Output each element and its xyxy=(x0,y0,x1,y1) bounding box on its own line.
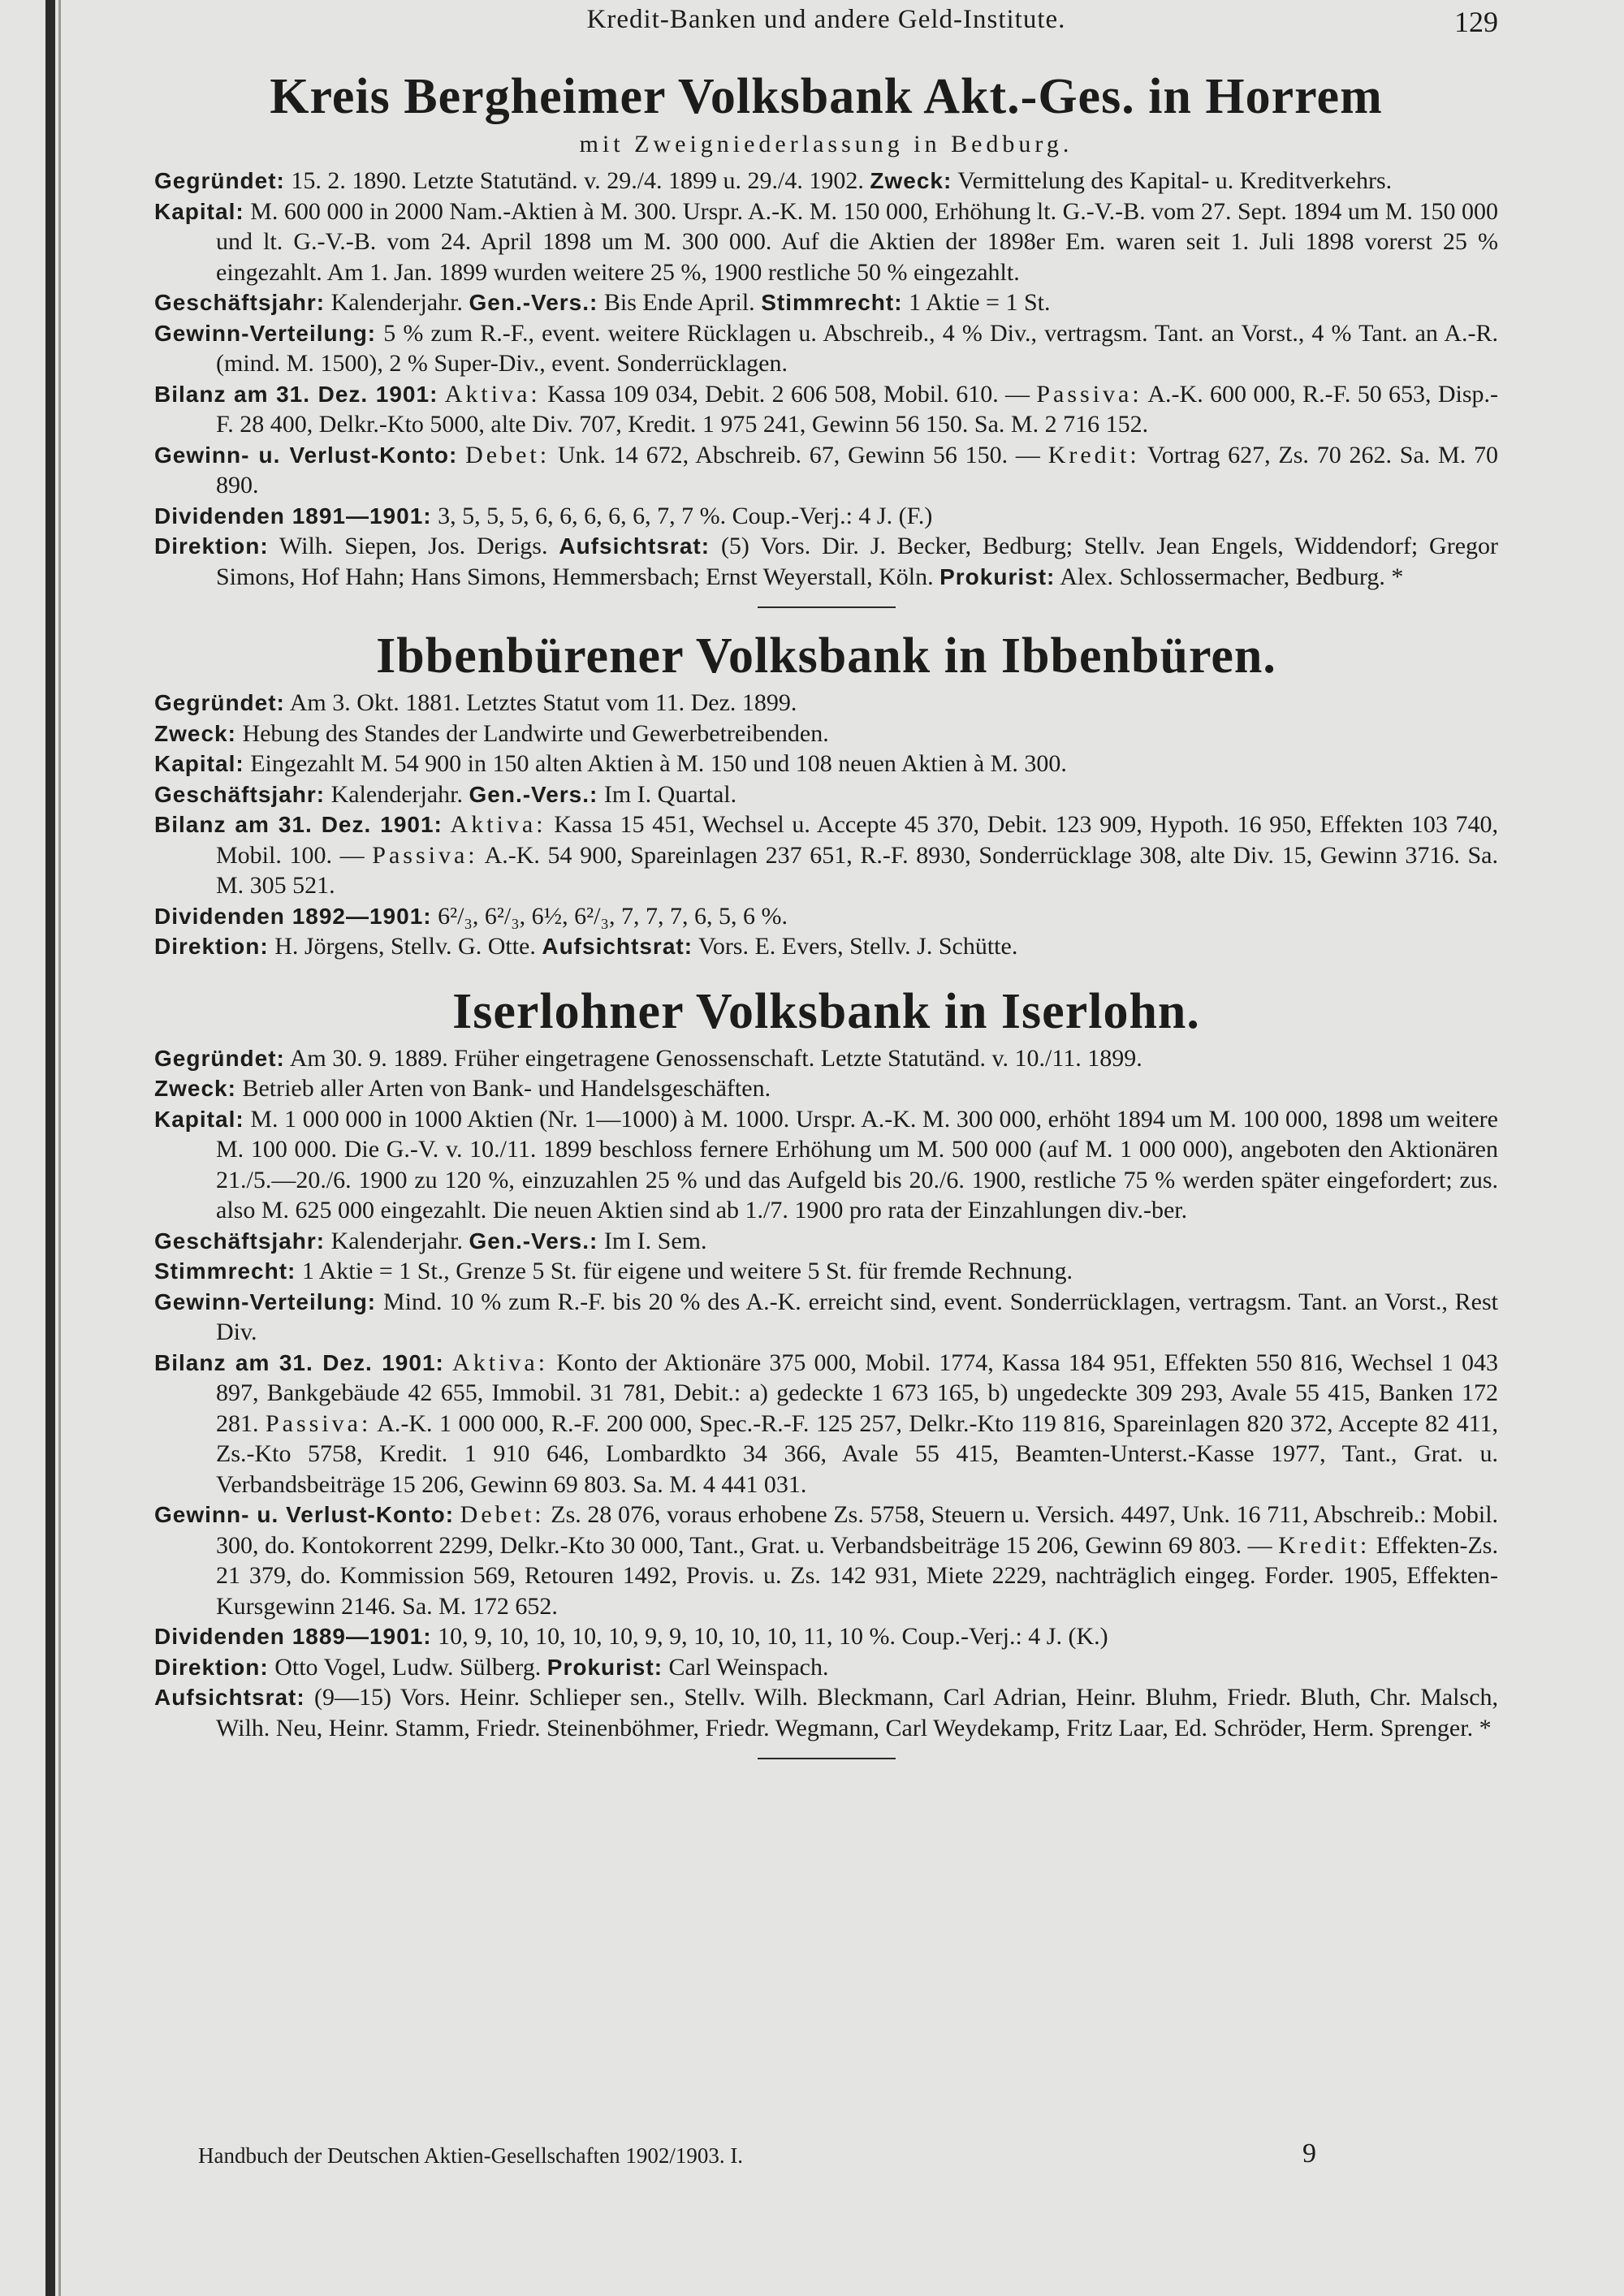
entry-sublabel: Aktiva: xyxy=(452,1349,549,1376)
entry-label: Geschäftsjahr: xyxy=(154,1228,326,1254)
entry-text: 6²/₃, 6²/₃, 6½, 6²/₃, 7, 7, 7, 6, 5, 6 %. xyxy=(438,902,788,930)
entry-text: (9—15) Vors. Heinr. Schlieper sen., Stellv. Wilh. Bleckmann, Carl Adrian, Heinr. Bluhm, Friedr. Bluth, Chr. Malsch, Wilh. Neu, Heinr. Stamm, Friedr. Steinenböhmer, Friedr. Wegmann, Carl Weydekamp, Fritz Laar, Ed. Schröder, Herm. Sprenger. * xyxy=(216,1684,1499,1741)
entry-text: Im I. Sem. xyxy=(603,1227,707,1254)
bank-title: Kreis Bergheimer Volksbank Akt.-Ges. in Horrem xyxy=(270,69,1383,124)
entry-geschaeftsjahr xyxy=(154,1226,1498,1257)
entry-sublabel: Kredit: xyxy=(1278,1531,1371,1559)
entry-dividenden xyxy=(154,501,1498,532)
entry-label: Gen.-Vers.: xyxy=(469,290,598,315)
running-head xyxy=(154,5,1498,37)
entry-label: Aufsichtsrat: xyxy=(542,934,693,959)
entry-label: Kapital: xyxy=(154,198,244,224)
entry-text: Hebung des Standes der Landwirte und Gewerbetreibenden. xyxy=(242,719,829,747)
entry-gewinn-verlust xyxy=(154,440,1498,501)
entry-label: Gen.-Vers.: xyxy=(469,781,598,807)
entry-text: Am 30. 9. 1889. Früher eingetragene Genossenschaft. Letzte Statutänd. v. 10./11. 1899. xyxy=(289,1044,1142,1072)
entry-text: 3, 5, 5, 5, 6, 6, 6, 6, 6, 7, 7 %. Coup.-Verj.: 4 J. (F.) xyxy=(438,502,933,529)
entry-text: M. 1 000 000 in 1000 Aktien (Nr. 1—1000) à M. 1000. Urspr. A.-K. M. 300 000, erhöht 1894 um M. 100 000, 1898 um weitere M. 100 000. Die G.-V. v. 10./11. 1899 beschloss fernere Erhöhung um M. 500 000 (auf M. 1 000 000), angeboten den Aktionären 21./5.—20./6. 1900 zu 120 %, einzuzahlen 25 % und das Aufgeld bis 20./6. 1900, restliche 75 % werden später eingefordert; zus. also M. 625 000 eingezahlt. Die neuen Aktien sind ab 1./7. 1900 pro rata der Einzahlungen div.-ber. xyxy=(216,1105,1498,1224)
entry-text: Kalenderjahr. xyxy=(330,780,463,808)
page-footer xyxy=(198,2138,1335,2176)
entry-label: Direktion: xyxy=(154,533,269,559)
entry-text: 15. 2. 1890. Letzte Statutänd. v. 29./4. 1899 u. 29./4. 1902. xyxy=(291,167,864,194)
entry-sublabel: Debet: xyxy=(465,441,551,468)
entry-gegruendet xyxy=(154,166,1498,196)
entry-dividenden xyxy=(154,901,1498,932)
entry-gewinn-verlust xyxy=(154,1500,1498,1621)
entry-label: Stimmrecht: xyxy=(761,290,903,315)
entry-text: H. Jörgens, Stellv. G. Otte. xyxy=(274,933,536,960)
entry-label: Gegründet: xyxy=(154,168,285,193)
entry-gegruendet xyxy=(154,688,1498,719)
entry-label: Bilanz am 31. Dez. 1901: xyxy=(154,381,438,407)
entry-label: Bilanz am 31. Dez. 1901: xyxy=(154,812,443,837)
entry-label: Gen.-Vers.: xyxy=(469,1228,598,1254)
entry-geschaeftsjahr xyxy=(154,779,1498,810)
entry-text: Im I. Quartal. xyxy=(603,780,737,808)
content xyxy=(154,65,1498,1776)
entry-zweck xyxy=(154,719,1498,749)
entry-label: Dividenden 1891—1901: xyxy=(154,503,432,529)
bank-entry-ibbenbueren xyxy=(154,624,1498,962)
entry-text: Mind. 10 % zum R.-F. bis 20 % des A.-K. erreicht sind, event. Sonderrücklagen, vertragsm. Tant. an Vorst., Rest Div. xyxy=(216,1288,1499,1345)
entry-sublabel: Kredit: xyxy=(1047,441,1140,468)
entry-label: Zweck: xyxy=(154,1076,236,1101)
entry-gewinn-verteilung xyxy=(154,1287,1498,1348)
entry-label: Kapital: xyxy=(154,751,244,776)
entry-text: Am 3. Okt. 1881. Letztes Statut vom 11. Dez. 1899. xyxy=(289,689,797,716)
entry-dividenden xyxy=(154,1621,1498,1652)
section-divider xyxy=(758,606,896,608)
entry-sublabel: Aktiva: xyxy=(450,811,546,838)
entry-bilanz xyxy=(154,1348,1498,1500)
entry-text: Betrieb aller Arten von Bank- und Handelsgeschäften. xyxy=(242,1075,771,1102)
entry-zweck xyxy=(154,1073,1498,1104)
bank-subtitle: mit Zweigniederlassung in Bedburg. xyxy=(579,131,1073,158)
page-number: 129 xyxy=(1454,6,1498,38)
entry-label: Prokurist: xyxy=(546,1654,663,1680)
signature-mark: 9 xyxy=(1302,2138,1316,2169)
entry-text: Wilh. Siepen, Jos. Derigs. xyxy=(279,533,548,559)
bank-entry-iserlohn xyxy=(154,980,1498,1744)
entry-label: Stimmrecht: xyxy=(154,1258,296,1284)
entry-label: Prokurist: xyxy=(939,563,1056,589)
entry-text: Alex. Schlossermacher, Bedburg. * xyxy=(1060,563,1404,590)
entry-sublabel: Aktiva: xyxy=(444,380,541,408)
entry-label: Gegründet: xyxy=(154,690,285,715)
entry-label: Geschäftsjahr: xyxy=(154,781,326,807)
entry-text: Effekten-Zs. 21 379, do. Kommission 569, Retouren 1492, Provis. u. Zs. 142 931, Miete 2229, nachträglich eingeg. Forder. 1905, Effekten-Kursgewinn 2146. Sa. M. 172 652. xyxy=(216,1531,1498,1620)
entry-text: Konto der Aktionäre 375 000, Mobil. 1774, Kassa 184 951, Effekten 550 816, Wechsel 1 043 897, Bankgebäude 42 655, Immobil. 31 781, Debit.: a) gedeckte 1 673 165, b) ungedeckte 309 293, Avale 55 415, Banken 172 281. xyxy=(216,1349,1499,1437)
entry-label: Gewinn-Verteilung: xyxy=(154,320,377,346)
binding-edge-shadow xyxy=(58,0,61,2296)
entry-direktion xyxy=(154,531,1498,592)
bank-title: Ibbenbürener Volksbank in Ibbenbüren. xyxy=(376,628,1276,684)
entry-kapital xyxy=(154,196,1498,288)
entry-text: A.-K. 600 000, R.-F. 50 653, Disp.-F. 28 400, Delkr.-Kto 5000, alte Div. 707, Kredit. 1 975 241, Gewinn 56 150. Sa. M. 2 716 152. xyxy=(216,380,1499,438)
entry-text: 10, 9, 10, 10, 10, 10, 9, 9, 10, 10, 10, 11, 10 %. Coup.-Verj.: 4 J. (K.) xyxy=(438,1623,1108,1650)
entry-label: Gegründet: xyxy=(154,1045,285,1071)
running-title: Kredit-Banken und andere Geld-Institute. xyxy=(586,5,1066,34)
entry-label: Dividenden 1892—1901: xyxy=(154,903,432,929)
entry-label: Direktion: xyxy=(154,934,269,959)
entry-gegruendet xyxy=(154,1043,1498,1074)
entry-label: Gewinn- u. Verlust-Konto: xyxy=(154,442,458,468)
entry-sublabel: Passiva: xyxy=(1036,380,1142,408)
entry-text: (5) Vors. Dir. J. Becker, Bedburg; Stellv. Jean Engels, Widdendorf; Gregor Simons, Hof Hahn; Hans Simons, Hemmersbach; Ernst Weyerstall, Köln. xyxy=(216,533,1499,590)
entry-aufsichtsrat xyxy=(154,1682,1498,1743)
entry-text: A.-K. 54 900, Spareinlagen 237 651, R.-F. 8930, Sonderrücklage 308, alte Div. 15, Gewinn 3716. Sa. M. 305 521. xyxy=(216,841,1498,899)
entry-label: Direktion: xyxy=(154,1654,269,1680)
entry-label: Kapital: xyxy=(154,1106,244,1132)
entry-label: Aufsichtsrat: xyxy=(154,1685,305,1710)
entry-sublabel: Passiva: xyxy=(266,1409,372,1437)
entry-stimmrecht xyxy=(154,1256,1498,1287)
entry-sublabel: Passiva: xyxy=(372,841,478,869)
entry-text: Bis Ende April. xyxy=(603,289,755,316)
bank-entry-bergheim xyxy=(154,65,1498,592)
entry-text: M. 600 000 in 2000 Nam.-Aktien à M. 300. Urspr. A.-K. M. 150 000, Erhöhung lt. G.-V.-B. vom 27. Sept. 1894 um M. 150 000 und lt. G.-V.-B. vom 24. April 1898 um M. 300 000. Auf die Aktien der 1898er Em. waren seit 1. Juli 1898 vorerst 25 % eingezahlt. Am 1. Jan. 1899 wurden weitere 25 %, 1900 restliche 50 % eingezahlt. xyxy=(216,197,1498,286)
entry-label: Dividenden 1889—1901: xyxy=(154,1624,432,1649)
entry-label: Geschäftsjahr: xyxy=(154,290,326,315)
entry-text: 5 % zum R.-F., event. weitere Rücklagen u. Abschreib., 4 % Div., vertragsm. Tant. an Vorst., 4 % Tant. an A.-R. (mind. M. 1500), 2 % Super-Div., event. Sonderrücklagen. xyxy=(216,319,1499,377)
entry-bilanz xyxy=(154,379,1498,440)
entry-label: Gewinn-Verteilung: xyxy=(154,1288,377,1314)
section-divider xyxy=(758,1758,896,1759)
entry-direktion xyxy=(154,1652,1498,1683)
entry-text: Otto Vogel, Ludw. Sülberg. xyxy=(274,1653,542,1681)
entry-label: Zweck: xyxy=(154,720,236,746)
entry-text: Kalenderjahr. xyxy=(330,1227,463,1254)
entry-text: Eingezahlt M. 54 900 in 150 alten Aktien à M. 150 und 108 neuen Aktien à M. 300. xyxy=(250,750,1067,777)
entry-text: 1 Aktie = 1 St. xyxy=(909,289,1051,316)
footer-text: Handbuch der Deutschen Aktien-Gesellschaften 1902/1903. I. xyxy=(198,2143,744,2168)
entry-text: A.-K. 1 000 000, R.-F. 200 000, Spec.-R.-F. 125 257, Delkr.-Kto 119 816, Spareinlagen 820 372, Accepte 82 411, Zs.-Kto 5758, Kredit. 1 910 646, Lombardkto 34 366, Avale 55 415, Beamten-Unterst.-Kasse 1977, Tant., Grat. u. Verbandsbeiträge 15 206, Gewinn 69 803. Sa. M. 4 441 031. xyxy=(216,1409,1498,1498)
entry-geschaeftsjahr xyxy=(154,287,1498,318)
entry-text: Vors. E. Evers, Stellv. J. Schütte. xyxy=(698,933,1018,960)
entry-kapital xyxy=(154,749,1498,779)
binding-edge xyxy=(45,0,55,2296)
entry-gewinn-verteilung xyxy=(154,318,1498,379)
entry-text: Kalenderjahr. xyxy=(330,289,463,316)
entry-kapital xyxy=(154,1104,1498,1226)
bank-title: Iserlohner Volksbank in Iserlohn. xyxy=(452,983,1200,1039)
section-spacer xyxy=(154,962,1498,980)
entry-text: Kassa 109 034, Debit. 2 606 508, Mobil. 610. — xyxy=(547,380,1030,408)
entry-text: Kassa 15 451, Wechsel u. Accepte 45 370, Debit. 123 909, Hypoth. 16 950, Effekten 103 740, Mobil. 100. — xyxy=(216,811,1499,869)
entry-label: Aufsichtsrat: xyxy=(559,533,710,559)
entry-text: 1 Aktie = 1 St., Grenze 5 St. für eigene und weitere 5 St. für fremde Rechnung. xyxy=(301,1258,1073,1284)
entry-text: Carl Weinspach. xyxy=(668,1653,829,1681)
entry-label: Bilanz am 31. Dez. 1901: xyxy=(154,1349,444,1375)
entry-text: Vermittelung des Kapital- u. Kreditverkehrs. xyxy=(957,167,1393,194)
entry-text: Vortrag 627, Zs. 70 262. Sa. M. 70 890. xyxy=(216,441,1498,498)
entry-text: Zs. 28 076, voraus erhobene Zs. 5758, Steuern u. Versich. 4497, Unk. 16 711, Abschreib.: Mobil. 300, do. Kontokorrent 2299, Delkr.-Kto 30 000, Tant., Grat. u. Verbandsbeiträge 15 206, Gewinn 69 803. — xyxy=(216,1501,1499,1559)
entry-label: Gewinn- u. Verlust-Konto: xyxy=(154,1502,455,1527)
entry-direktion xyxy=(154,931,1498,962)
entry-sublabel: Debet: xyxy=(460,1501,545,1528)
entry-bilanz xyxy=(154,809,1498,901)
entry-label: Zweck: xyxy=(870,168,952,193)
entry-text: Unk. 14 672, Abschreib. 67, Gewinn 56 150. — xyxy=(557,441,1040,468)
